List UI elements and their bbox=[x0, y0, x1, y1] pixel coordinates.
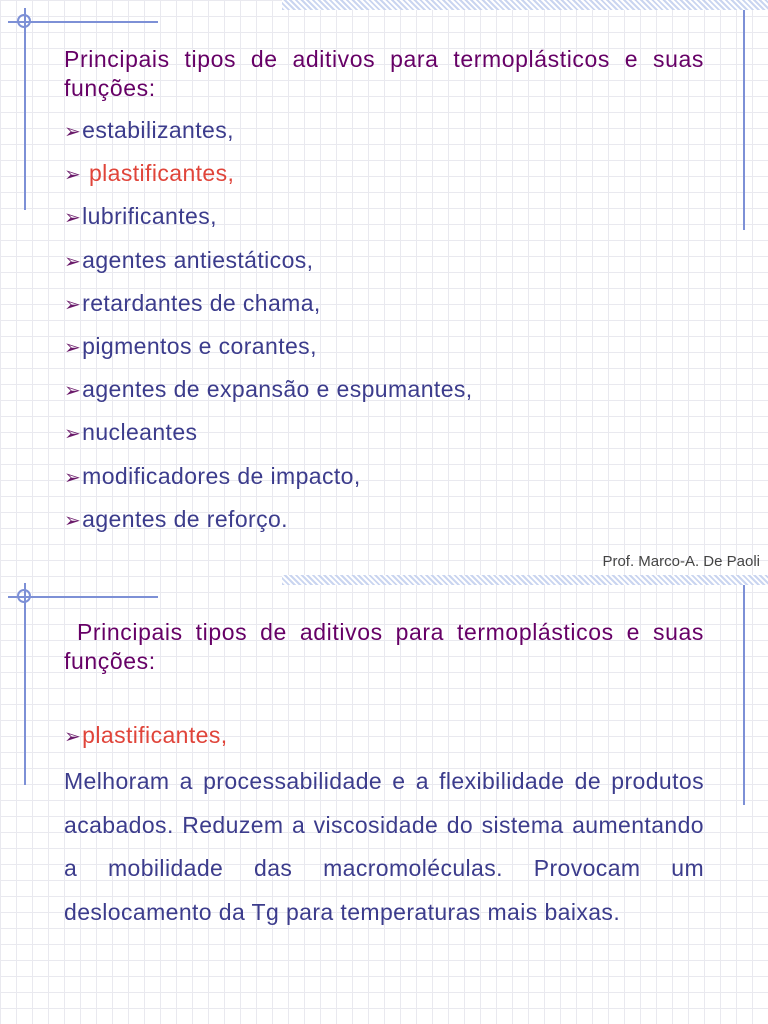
slide-title: Principais tipos de aditivos para termoplásticos e suas funções: bbox=[64, 46, 704, 101]
list-item bbox=[64, 373, 473, 416]
description-paragraph: Melhoram a processabilidade e a flexibilidade de produtos acabados. Reduzem a viscosidade do sistema aumentando a mobilidade das macromoléculas. Provocam um deslocamento da Tg para temperaturas mais baixas. bbox=[64, 768, 704, 925]
list-item bbox=[64, 460, 473, 503]
slide-title: Principais tipos de aditivos para termoplásticos e suas funções: bbox=[64, 619, 711, 674]
left-accent-line bbox=[24, 8, 26, 210]
list-item-label: retardantes de chama, bbox=[82, 289, 321, 316]
additive-list bbox=[64, 114, 473, 546]
arrowhead-bullet-icon: ➢ bbox=[64, 119, 82, 143]
list-item bbox=[64, 114, 473, 157]
list-item-label: nucleantes bbox=[82, 419, 198, 446]
list-item bbox=[64, 287, 473, 330]
arrowhead-bullet-icon: ➢ bbox=[64, 378, 82, 403]
arrowhead-bullet-icon: ➢ bbox=[64, 162, 82, 187]
author-footer: Prof. Marco-A. De Paoli bbox=[602, 553, 760, 570]
right-accent-line bbox=[743, 10, 745, 230]
header-hatch-band bbox=[282, 0, 768, 10]
highlighted-bullet bbox=[64, 719, 228, 752]
list-item bbox=[64, 244, 473, 287]
crosshair-target-icon bbox=[17, 14, 31, 28]
arrowhead-bullet-icon: ➢ bbox=[64, 205, 82, 230]
arrowhead-bullet-icon: ➢ bbox=[64, 507, 82, 532]
list-item-highlighted bbox=[64, 157, 473, 200]
header-hatch-band bbox=[282, 575, 768, 585]
list-item-label: agentes de expansão e espumantes, bbox=[82, 376, 473, 403]
list-item-label: lubrificantes, bbox=[82, 203, 217, 230]
list-item-label: modificadores de impacto, bbox=[82, 462, 361, 489]
left-accent-line bbox=[24, 583, 26, 785]
list-item-label: estabilizantes, bbox=[82, 117, 234, 143]
list-item-label: agentes de reforço. bbox=[82, 505, 288, 532]
crosshair-target-icon bbox=[17, 589, 31, 603]
list-item-label: plastificantes, bbox=[82, 160, 235, 187]
list-item bbox=[64, 330, 473, 373]
list-item bbox=[64, 200, 473, 243]
list-item-label: agentes antiestáticos, bbox=[82, 246, 314, 273]
bullet-label: plastificantes, bbox=[82, 722, 228, 748]
arrowhead-bullet-icon: ➢ bbox=[64, 291, 82, 316]
arrowhead-bullet-icon: ➢ bbox=[64, 464, 82, 489]
arrowhead-bullet-icon: ➢ bbox=[64, 724, 82, 748]
slide-2 bbox=[0, 575, 768, 1024]
arrowhead-bullet-icon: ➢ bbox=[64, 248, 82, 273]
arrowhead-bullet-icon: ➢ bbox=[64, 421, 82, 446]
list-item bbox=[64, 503, 473, 546]
list-item bbox=[64, 416, 473, 459]
arrowhead-bullet-icon: ➢ bbox=[64, 334, 82, 359]
right-accent-line bbox=[743, 585, 745, 805]
list-item-label: pigmentos e corantes, bbox=[82, 332, 317, 359]
